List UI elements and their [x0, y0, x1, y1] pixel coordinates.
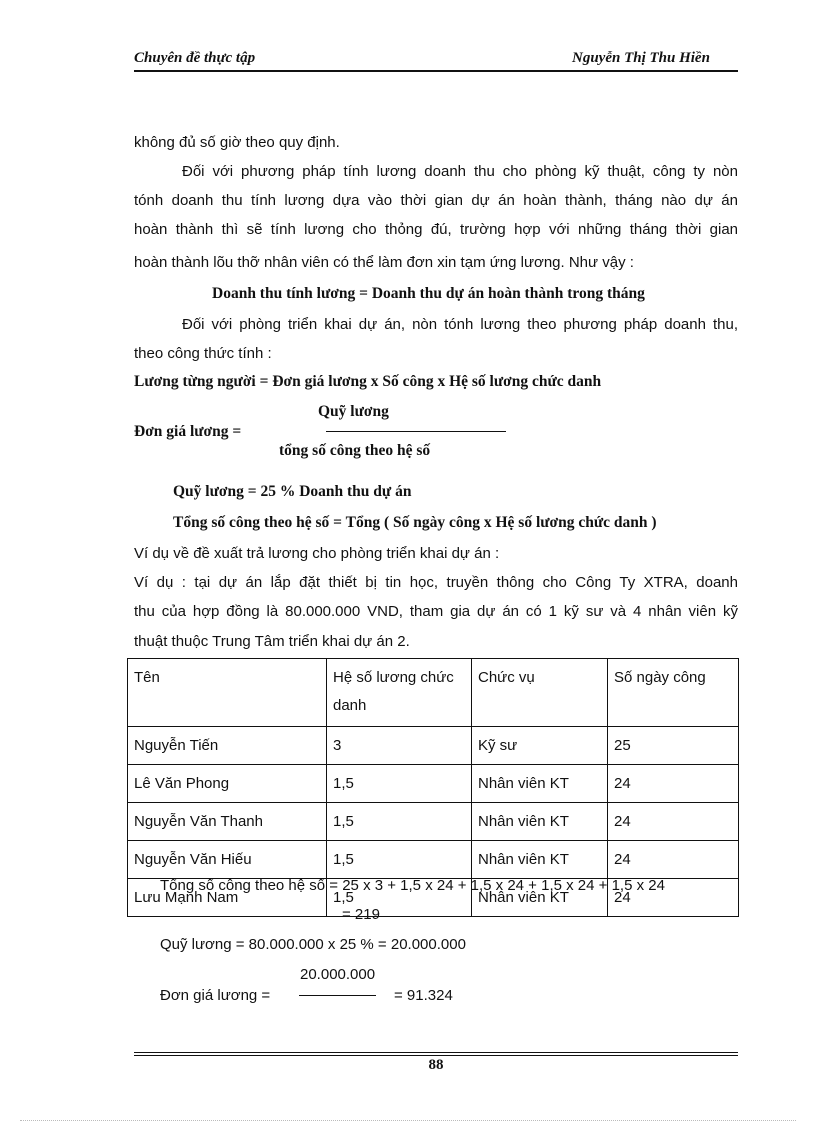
text-line: không đủ số giờ theo quy định.: [134, 134, 340, 151]
table-cell: 24: [608, 879, 739, 917]
fraction-label: Đơn giá lương =: [134, 423, 242, 440]
table-row: [128, 765, 739, 803]
table-header-cell: Hệ số lương chức danh: [327, 659, 472, 727]
table-cell: 1,5: [327, 765, 472, 803]
footer-divider: [134, 1055, 738, 1056]
calc-total-result: = 219: [342, 906, 380, 923]
table-cell: Nhân viên KT: [472, 765, 608, 803]
page-number: 88: [428, 1057, 444, 1073]
table-row: [128, 841, 739, 879]
table-cell: Nhân viên KT: [472, 803, 608, 841]
example-line: Ví dụ : tại dự án lắp đặt thiết bị tin học, truyền thông cho Công Ty XTRA, doanh: [134, 574, 738, 591]
example-line: thuật thuộc Trung Tâm triển khai dự án 2.: [134, 633, 410, 650]
table-header-row: [128, 659, 739, 727]
paragraph-line: Đối với phương pháp tính lương doanh thu cho phòng kỹ thuật, công ty nòn: [182, 163, 738, 180]
paragraph-line: tónh doanh thu tính lương dựa vào thời gian dự án hoàn thành, tháng nào dự án: [134, 192, 738, 209]
table-cell: 1,5: [327, 879, 472, 917]
table-cell: Nguyễn Văn Thanh: [128, 803, 327, 841]
paragraph-line: hoàn thành thì sẽ tính lương cho thỏng đú, trường hợp với những tháng thời gian: [134, 221, 738, 238]
calc-unit-result: = 91.324: [394, 987, 453, 1004]
table-cell: Lưu Mạnh Nam: [128, 879, 327, 917]
paragraph-line: theo công thức tính :: [134, 345, 272, 362]
table-header-cell: Tên: [128, 659, 327, 727]
page-edge-dots: [20, 1120, 796, 1121]
calc-fraction-bar: [299, 995, 376, 996]
formula-revenue: Doanh thu tính lương = Doanh thu dự án hoàn thành trong tháng: [212, 285, 645, 302]
formula-salary: Lương từng người = Đơn giá lương x Số công x Hệ số lương chức danh: [134, 373, 602, 390]
table-row: [128, 803, 739, 841]
table-cell: 1,5: [327, 803, 472, 841]
fraction-bar: [326, 431, 506, 432]
table-cell: Nguyễn Tiến: [128, 727, 327, 765]
formula-fund: Quỹ lương = 25 % Doanh thu dự án: [173, 483, 412, 500]
calc-unit-numerator: 20.000.000: [300, 966, 376, 983]
table-cell: Lê Văn Phong: [128, 765, 327, 803]
calc-fund-line: Quỹ lương = 80.000.000 x 25 % = 20.000.000: [160, 936, 466, 953]
table-cell: 25: [608, 727, 739, 765]
fraction-denominator: tổng số công theo hệ số: [279, 442, 431, 459]
table-row: [128, 727, 739, 765]
table-cell: 3: [327, 727, 472, 765]
footer-divider: [134, 1052, 738, 1053]
table-cell: 24: [608, 841, 739, 879]
example-line: thu của hợp đồng là 80.000.000 VND, tham gia dự án có 1 kỹ sư và 4 nhân viên kỹ: [134, 603, 738, 620]
table-header-cell: Chức vụ: [472, 659, 608, 727]
table-cell: Nhân viên KT: [472, 879, 608, 917]
table-cell: Kỹ sư: [472, 727, 608, 765]
header-author: Nguyễn Thị Thu Hiền: [572, 50, 710, 66]
calc-unit-label: Đơn giá lương =: [160, 987, 271, 1004]
header-divider: [134, 70, 738, 72]
header-title: Chuyên đề thực tập: [134, 50, 256, 66]
calc-total-line: Tổng số công theo hệ số = 25 x 3 + 1,5 x 24 + 1,5 x 24 + 1,5 x 24 + 1,5 x 24: [160, 877, 665, 894]
table-cell: 1,5: [327, 841, 472, 879]
fraction-numerator: Quỹ lương: [318, 403, 389, 420]
paragraph-line: hoàn thành lõu thỡ nhân viên có thể làm đơn xin tạm ứng lương. Như vậy :: [134, 254, 634, 271]
paragraph-line: Đối với phòng triển khai dự án, nòn tónh lương theo phương pháp doanh thu,: [182, 316, 738, 333]
example-intro: Ví dụ về đề xuất trả lương cho phòng triển khai dự án :: [134, 545, 500, 562]
table-cell: 24: [608, 765, 739, 803]
formula-total: Tổng số công theo hệ số = Tổng ( Số ngày công x Hệ số lương chức danh ): [173, 514, 657, 531]
table-header-cell: Số ngày công: [608, 659, 739, 727]
table-cell: Nguyễn Văn Hiếu: [128, 841, 327, 879]
table-cell: Nhân viên KT: [472, 841, 608, 879]
table-cell: 24: [608, 803, 739, 841]
